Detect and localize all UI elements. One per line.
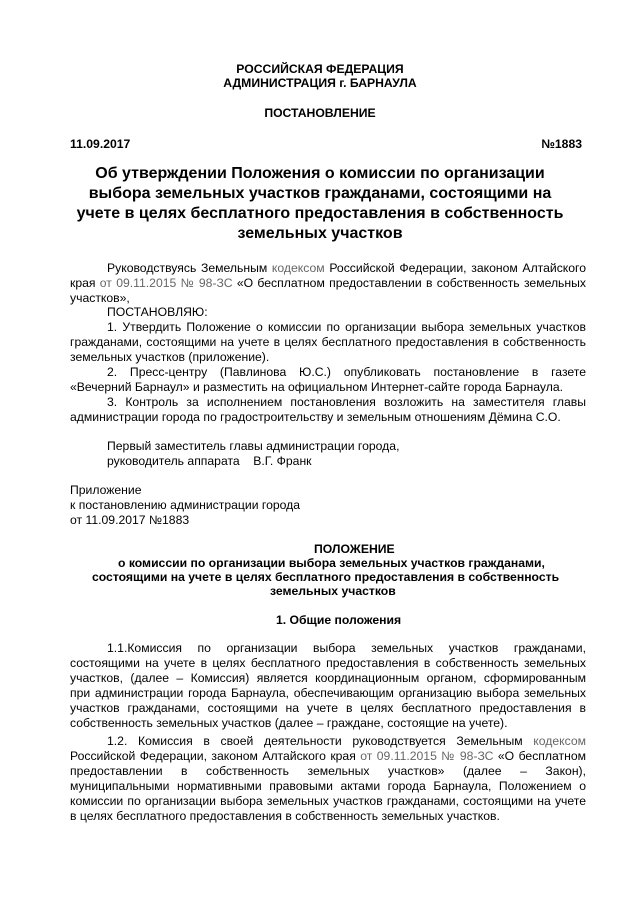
paragraph-line: в целях бесплатного предоставления в собственность земельных участков. [70, 809, 500, 823]
appendix-line: от 11.09.2017 №1883 [70, 513, 190, 527]
item-line: администрации города по градостроительству и земельным отношениям Дёмина С.О. [70, 410, 561, 424]
paragraph-line: состоящими на учете в целях бесплатного предоставления в собственность земельных [70, 656, 586, 670]
item-line: 2. Пресс-центру (Павлинова Ю.С.) опубликовать постановление в газете [107, 365, 586, 379]
paragraph-line: 1.1.Комиссия по организации выбора земельных участков гражданами, [107, 641, 586, 655]
regulation-subtitle: о комиссии по организации выбора земельных участков гражданами, [118, 556, 545, 570]
decree-word: ПОСТАНОВЛЯЮ: [107, 305, 208, 319]
paragraph-line: муниципальными нормативными правовыми актами города Барнаула, Положением о [70, 779, 586, 793]
document-title-line: выбора земельных участков гражданами, состоящими на [88, 185, 552, 202]
document-title-line: Об утверждении Положения о комиссии по организации [95, 165, 545, 182]
preamble-line: участков», [70, 291, 130, 305]
law-link[interactable]: от 09.11.2015 № 98-ЗС [99, 276, 233, 290]
item-line: 3. Контроль за исполнением постановления возложить на заместителя главы [107, 395, 586, 409]
paragraph-line: участков гражданами, состоящими на учете в целях бесплатного предоставления в [70, 701, 586, 715]
document-type: ПОСТАНОВЛЕНИЕ [264, 106, 376, 120]
appendix-line: Приложение [70, 483, 142, 497]
paragraph-line: собственность земельных участков (далее – граждане, состоящие на учете). [70, 716, 508, 730]
preamble-line: края от 09.11.2015 № 98-ЗС «О бесплатном предоставлении в собственность земельных [70, 276, 586, 290]
document-title-line: учете в целях бесплатного предоставления в собственность [76, 205, 564, 222]
regulation-subtitle: земельных участков [270, 584, 396, 598]
paragraph-line: комиссии по организации выбора земельных участков гражданами, состоящими на учете [70, 794, 586, 808]
paragraph-line: предоставлении в собственность земельных участков» (далее – Закон), [70, 764, 586, 778]
regulation-heading: ПОЛОЖЕНИЕ [314, 542, 395, 556]
item-line: «Вечерний Барнаул» и разместить на официальном Интернет-сайте города Барнаула. [70, 380, 563, 394]
item-line: земельных участков (приложение). [70, 350, 270, 364]
signature-line: руководитель аппарата В.Г. Франк [107, 454, 312, 468]
document-number: №1883 [541, 137, 582, 151]
section-heading: 1. Общие положения [276, 613, 402, 627]
item-line: 1. Утвердить Положение о комиссии по организации выбора земельных участков [107, 320, 586, 334]
country-name: РОССИЙСКАЯ ФЕДЕРАЦИЯ [236, 62, 404, 76]
regulation-subtitle: состоящими на учете в целях бесплатного предоставления в собственность [92, 570, 560, 584]
law-link[interactable]: от 09.11.2015 № 98-ЗС [360, 749, 494, 763]
paragraph-line: 1.2. Комиссия в своей деятельности руководствуется Земельным кодексом [107, 734, 586, 748]
paragraph-line: Российской Федерации, законом Алтайского края от 09.11.2015 № 98-ЗС «О бесплатном [70, 749, 586, 763]
document-title-line: земельных участков [237, 225, 403, 242]
signature-line: Первый заместитель главы администрации города, [107, 439, 400, 453]
codex-link[interactable]: кодексом [271, 261, 325, 275]
administration-name: АДМИНИСТРАЦИЯ г. БАРНАУЛА [223, 76, 417, 90]
preamble-line: Руководствуясь Земельным кодексом Российской Федерации, законом Алтайского [107, 261, 587, 275]
codex-link[interactable]: кодексом [533, 734, 586, 748]
item-line: гражданами, состоящими на учете в целях бесплатного предоставления в собственность [70, 335, 586, 349]
document-date: 11.09.2017 [70, 137, 131, 151]
appendix-line: к постановлению администрации города [70, 498, 301, 512]
paragraph-line: участков, (далее – Комиссия) является координационным органом, сформированным [70, 671, 586, 685]
paragraph-line: при администрации города Барнаула, обеспечивающим организацию выбора земельных [70, 686, 586, 700]
